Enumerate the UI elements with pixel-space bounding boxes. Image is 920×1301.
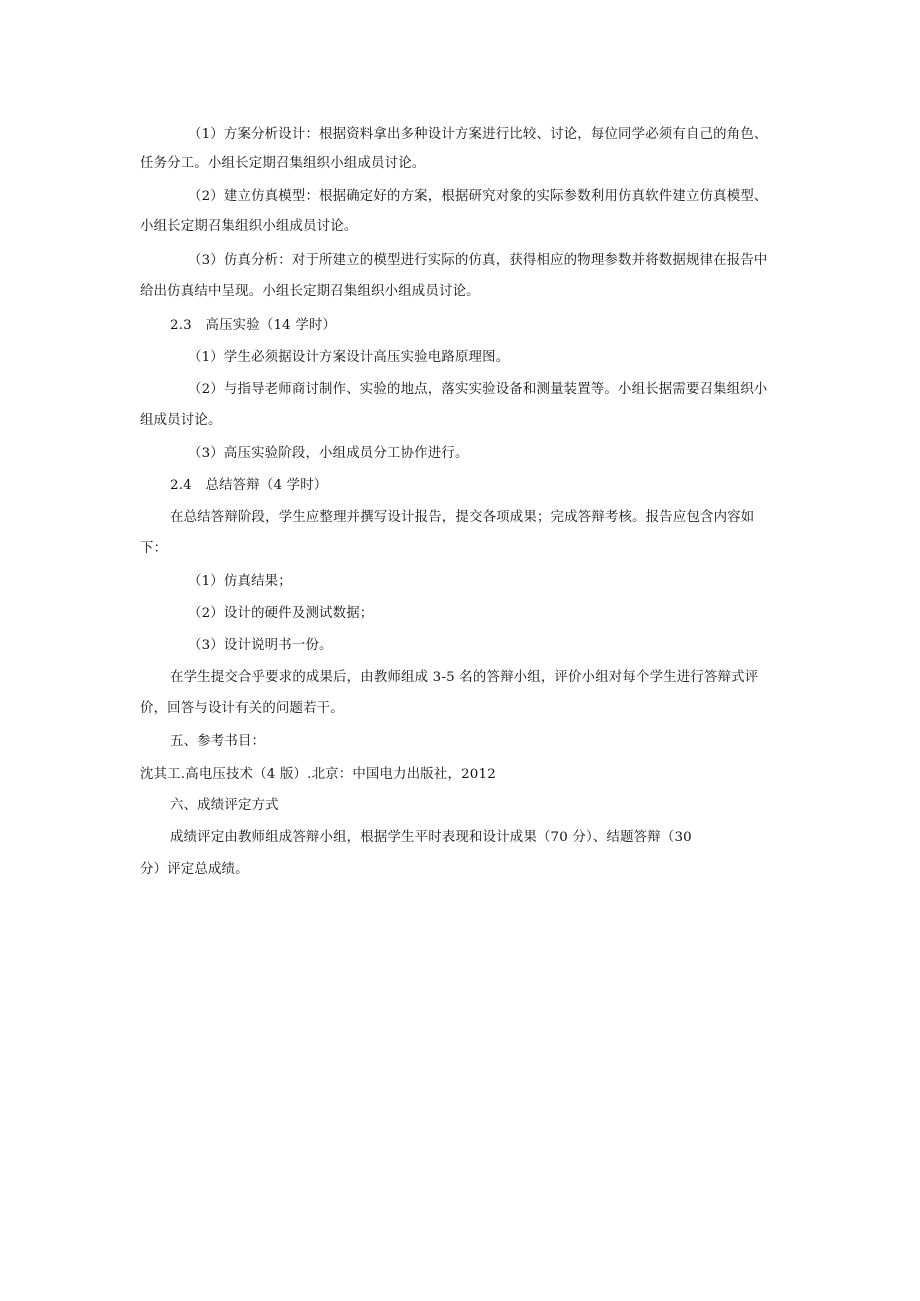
section-heading-2-3: 2.3 高压实验（14 学时） [170, 318, 337, 333]
paragraph-defense-line-2: 价，回答与设计有关的问题若干。 [140, 701, 344, 716]
section-heading-6: 六、成绩评定方式 [170, 798, 279, 813]
paragraph-2-3-2-line-2: 组成员讨论。 [140, 413, 222, 428]
reference-entry: 沈其工.高电压技术（4 版）.北京：中国电力出版社，2012 [140, 767, 496, 782]
paragraph-2-4-intro-line-2: 下： [140, 541, 168, 556]
paragraph-2-4-intro-line-1: 在总结答辩阶段，学生应整理并撰写设计报告，提交各项成果；完成答辩考核。报告应包含内容如 [170, 510, 755, 525]
paragraph-2-2-3-line-2: 给出仿真结中呈现。小组长定期召集组织小组成员讨论。 [140, 284, 480, 299]
paragraph-2-3-3: （3）高压实验阶段，小组成员分工协作进行。 [188, 446, 469, 461]
paragraph-2-2-1-line-1: （1）方案分析设计：根据资料拿出多种设计方案进行比较、讨论，每位同学必须有自己的角色、 [188, 127, 768, 142]
report-item-2: （2）设计的硬件及测试数据； [188, 606, 374, 621]
section-heading-2-4: 2.4 总结答辩（4 学时） [170, 478, 328, 493]
paragraph-2-2-2-line-2: 小组长定期召集组织小组成员讨论。 [140, 219, 358, 234]
report-item-3: （3）设计说明书一份。 [188, 638, 333, 653]
paragraph-grading-line-2: 分）评定总成绩。 [140, 862, 249, 877]
section-heading-5: 五、参考书目： [170, 734, 266, 749]
paragraph-2-2-2-line-1: （2）建立仿真模型：根据确定好的方案，根据研究对象的实际参数利用仿真软件建立仿真模型、 [188, 189, 768, 204]
paragraph-grading-line-1: 成绩评定由教师组成答辩小组，根据学生平时表现和设计成果（70 分）、结题答辩（30 [170, 830, 692, 845]
paragraph-2-3-2-line-1: （2）与指导老师商讨制作、实验的地点，落实实验设备和测量装置等。小组长据需要召集组织小 [188, 382, 768, 397]
paragraph-2-2-3-line-1: （3）仿真分析：对于所建立的模型进行实际的仿真，获得相应的物理参数并将数据规律在报告中 [188, 253, 768, 268]
paragraph-defense-line-1: 在学生提交合乎要求的成果后，由教师组成 3-5 名的答辩小组，评价小组对每个学生进行答辩式评 [170, 670, 759, 685]
report-item-1: （1）仿真结果； [188, 574, 292, 589]
paragraph-2-3-1: （1）学生必须据设计方案设计高压实验电路原理图。 [188, 350, 510, 365]
paragraph-2-2-1-line-2: 任务分工。小组长定期召集组织小组成员讨论。 [140, 156, 426, 171]
